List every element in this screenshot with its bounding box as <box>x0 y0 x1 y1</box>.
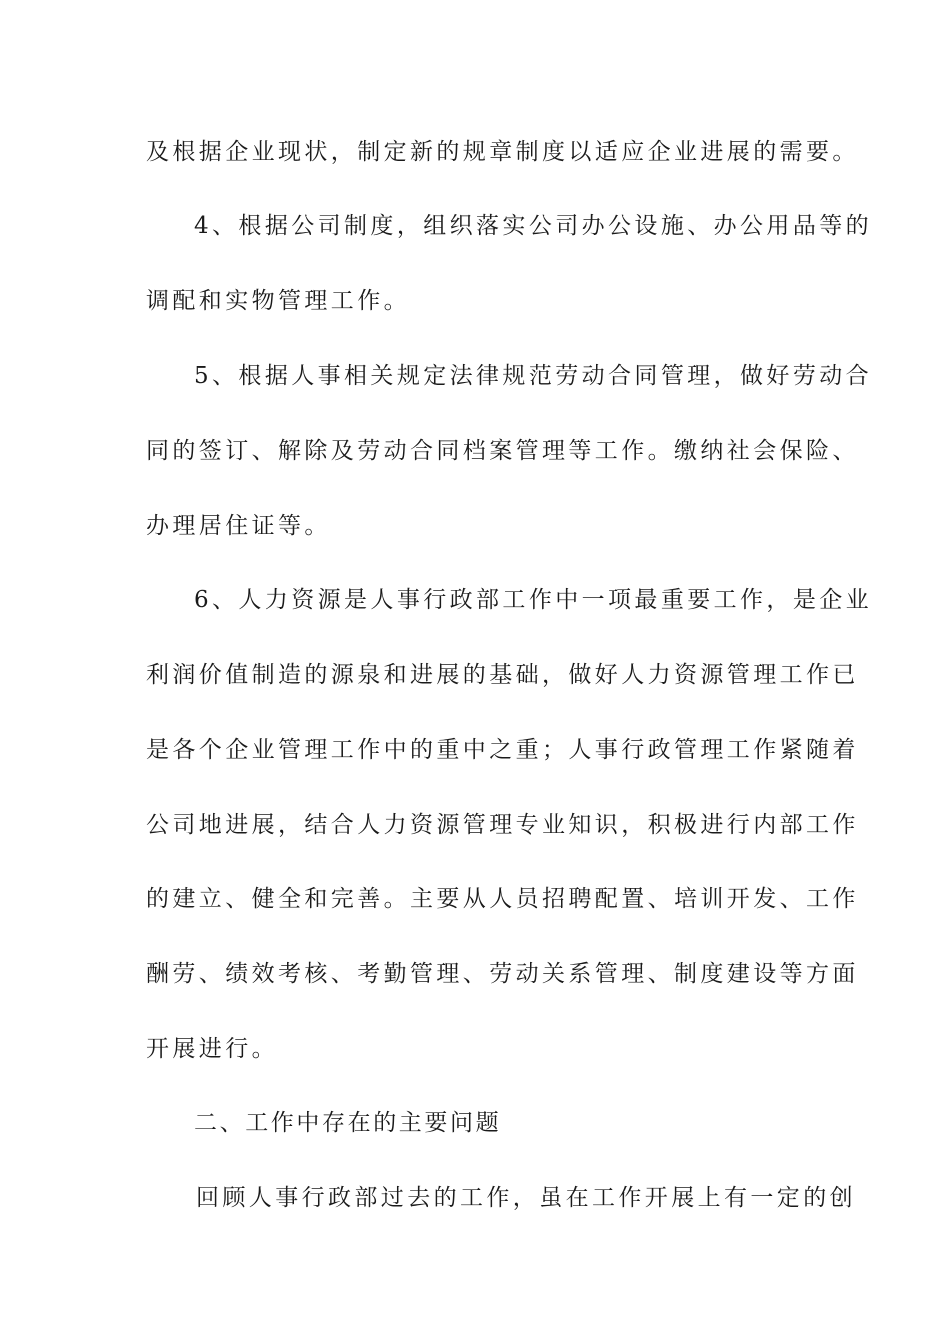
section-heading: 二、工作中存在的主要问题 <box>194 1110 502 1136</box>
paragraph-line: 办理居住证等。 <box>146 513 331 539</box>
paragraph-line: 4、根据公司制度，组织落实公司办公设施、办公用品等的 <box>194 213 873 239</box>
paragraph-line: 利润价值制造的源泉和进展的基础，做好人力资源管理工作已 <box>146 662 859 688</box>
paragraph-line: 开展进行。 <box>146 1036 278 1062</box>
paragraph-line: 及根据企业现状，制定新的规章制度以适应企业进展的需要。 <box>146 139 859 165</box>
paragraph-line: 5、根据人事相关规定法律规范劳动合同管理，做好劳动合 <box>194 363 873 389</box>
paragraph-line: 6、人力资源是人事行政部工作中一项最重要工作，是企业 <box>194 587 873 613</box>
paragraph-line: 是各个企业管理工作中的重中之重；人事行政管理工作紧随着 <box>146 737 859 763</box>
paragraph-line: 同的签订、解除及劳动合同档案管理等工作。缴纳社会保险、 <box>146 438 859 464</box>
paragraph-line: 回顾人事行政部过去的工作，虽在工作开展上有一定的创 <box>196 1185 856 1211</box>
paragraph-line: 调配和实物管理工作。 <box>146 288 410 314</box>
paragraph-line: 酬劳、绩效考核、考勤管理、劳动关系管理、制度建设等方面 <box>146 961 859 987</box>
paragraph-line: 公司地进展，结合人力资源管理专业知识，积极进行内部工作 <box>146 812 859 838</box>
paragraph-line: 的建立、健全和完善。主要从人员招聘配置、培训开发、工作 <box>146 886 859 912</box>
